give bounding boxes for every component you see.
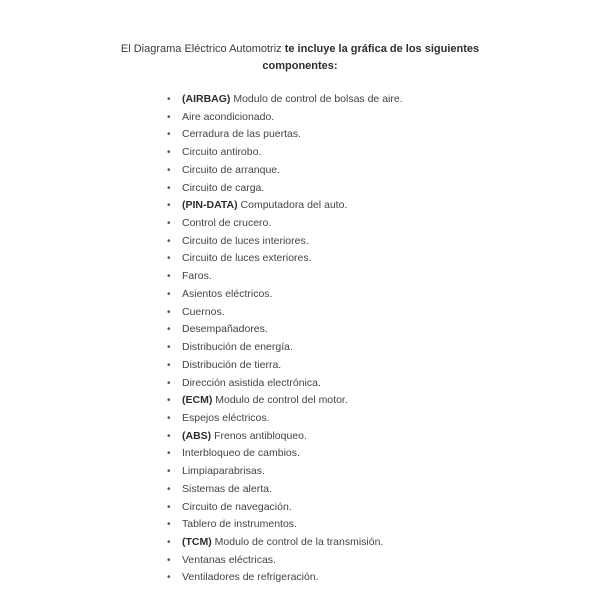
list-item-text: Cuernos.: [182, 305, 225, 318]
list-item-text: Computadora del auto.: [240, 199, 348, 212]
bullet-icon: •: [167, 359, 171, 371]
bullet-icon: •: [167, 306, 171, 318]
list-item-keyword: (ECM): [182, 394, 213, 407]
list-item: [164, 516, 403, 534]
list-item: [164, 428, 403, 446]
bullet-icon: •: [167, 200, 171, 212]
intro-bold-text: te incluye la gráfica de los siguientes componentes:: [262, 43, 480, 72]
list-item: [164, 463, 403, 481]
bullet-icon: •: [167, 466, 171, 478]
list-item-text: Aire acondicionado.: [182, 110, 275, 123]
bullet-icon: •: [167, 324, 171, 336]
list-item-text: Circuito de luces exteriores.: [182, 252, 312, 265]
list-item: [164, 392, 403, 410]
list-item-text: Control de crucero.: [182, 217, 272, 230]
list-item-keyword: (PIN-DATA): [182, 199, 238, 212]
list-item-text: Interbloqueo de cambios.: [182, 447, 300, 460]
list-item-text: Limpiaparabrisas.: [182, 465, 265, 478]
list-item-text: Sistemas de alerta.: [182, 482, 272, 495]
component-list: [164, 91, 403, 587]
list-item-text: Espejos eléctricos.: [182, 411, 270, 424]
list-item: [164, 552, 403, 570]
list-item-keyword: (AIRBAG): [182, 93, 231, 105]
list-item-text: Circuito de arranque.: [182, 163, 281, 176]
list-item: [164, 499, 403, 517]
bullet-icon: •: [167, 395, 171, 407]
intro-plain-text: El Diagrama Eléctrico Automotriz: [120, 43, 285, 55]
list-item: [164, 144, 403, 162]
bullet-icon: •: [167, 536, 171, 548]
list-item: [164, 126, 403, 144]
list-item: [164, 162, 403, 180]
list-item-keyword: (ABS): [182, 429, 212, 442]
bullet-icon: •: [167, 271, 171, 283]
bullet-icon: •: [167, 235, 171, 247]
list-item-text: Circuito antirobo.: [182, 146, 262, 159]
list-item: [164, 410, 403, 428]
list-item-text: Modulo de control del motor.: [215, 394, 348, 407]
list-item-keyword: (TCM): [182, 535, 212, 548]
list-item-text: Distribución de energía.: [182, 341, 293, 354]
list-item: [164, 180, 403, 198]
bullet-icon: •: [167, 377, 171, 389]
bullet-icon: •: [167, 448, 171, 460]
list-item-text: Distribución de tierra.: [182, 358, 282, 371]
list-item: [164, 375, 403, 393]
list-item: [164, 445, 403, 463]
bullet-icon: •: [167, 483, 171, 495]
bullet-icon: •: [167, 94, 171, 105]
list-item: [164, 569, 403, 587]
bullet-icon: •: [167, 412, 171, 424]
bullet-icon: •: [167, 501, 171, 513]
bullet-icon: •: [167, 147, 171, 159]
bullet-icon: •: [167, 519, 171, 531]
list-item: [164, 304, 403, 322]
bullet-icon: •: [167, 342, 171, 354]
list-item-text: Desempañadores.: [182, 323, 268, 336]
list-item: [164, 339, 403, 357]
list-item-text: Frenos antibloqueo.: [214, 429, 307, 442]
list-item: [164, 91, 403, 109]
list-item-text: Circuito de luces interiores.: [182, 234, 309, 247]
list-item-text: Circuito de navegación.: [182, 500, 292, 513]
list-item: [164, 215, 403, 233]
bullet-icon: •: [167, 288, 171, 300]
list-item-text: Tablero de instrumentos.: [182, 518, 297, 531]
list-item-text: Dirección asistida electrónica.: [182, 376, 321, 389]
list-item: [164, 357, 403, 375]
bullet-icon: •: [167, 572, 171, 584]
list-item: [164, 321, 403, 339]
list-item: [164, 250, 403, 268]
list-item: [164, 197, 403, 215]
list-item-text: Asientos eléctricos.: [182, 287, 273, 300]
list-item-text: Modulo de control de bolsas de aire.: [233, 93, 403, 105]
bullet-icon: •: [167, 164, 171, 176]
list-item-text: Ventiladores de refrigeración.: [182, 571, 319, 584]
list-item-text: Cerradura de las puertas.: [182, 128, 302, 141]
intro-paragraph: [110, 41, 490, 75]
bullet-icon: •: [167, 218, 171, 230]
list-item: [164, 481, 403, 499]
list-item: [164, 534, 403, 552]
list-item: [164, 233, 403, 251]
bullet-icon: •: [167, 554, 171, 566]
list-item-text: Faros.: [182, 270, 212, 283]
list-item: [164, 286, 403, 304]
bullet-icon: •: [167, 129, 171, 141]
list-item-text: Circuito de carga.: [182, 181, 265, 194]
bullet-icon: •: [167, 182, 171, 194]
list-item: [164, 109, 403, 127]
list-item: [164, 268, 403, 286]
list-item-text: Ventanas eléctricas.: [182, 553, 276, 566]
bullet-icon: •: [167, 253, 171, 265]
bullet-icon: •: [167, 430, 171, 442]
bullet-icon: •: [167, 111, 171, 123]
list-item-text: Modulo de control de la transmisión.: [214, 535, 384, 548]
